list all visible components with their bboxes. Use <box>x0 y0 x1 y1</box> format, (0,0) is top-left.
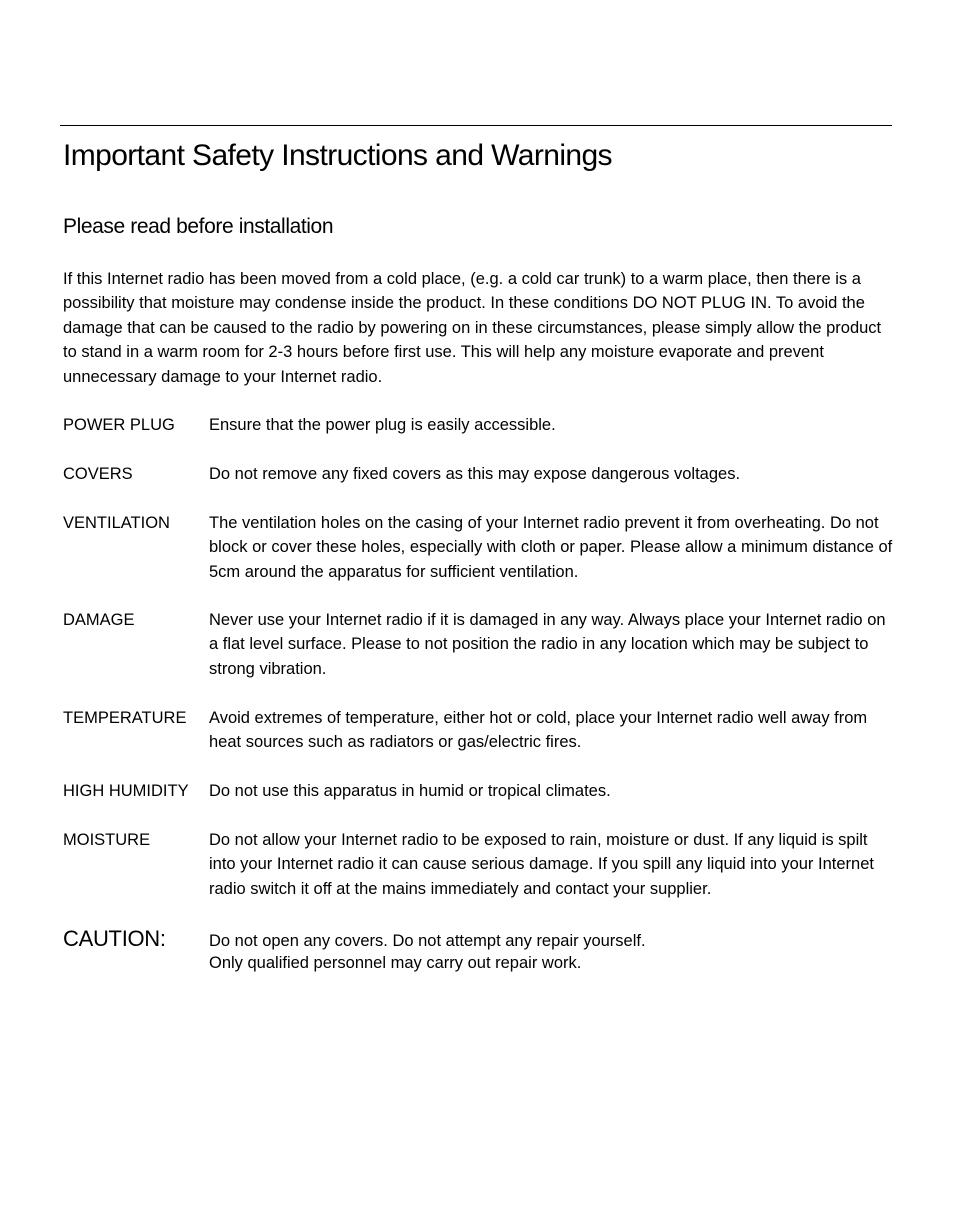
warning-text: Avoid extremes of temperature, either hot or cold, place your Internet radio well away from heat sources such as radiators or gas/electric fires. <box>209 709 868 752</box>
warning-label: POWER PLUG <box>63 416 175 434</box>
warning-label: DAMAGE <box>63 611 135 629</box>
page-title: Important Safety Instructions and Warnings <box>63 139 612 172</box>
caution-text <box>209 930 898 974</box>
header-rule <box>60 125 892 126</box>
warning-text: Do not use this apparatus in humid or tropical climates. <box>209 782 611 800</box>
warning-text: Do not remove any fixed covers as this may expose dangerous voltages. <box>209 465 741 483</box>
warning-label: HIGH HUMIDITY <box>63 782 189 800</box>
warning-text: Do not allow your Internet radio to be exposed to rain, moisture or dust. If any liquid is spilt into your Internet radio it can cause serious damage. If you spill any liquid into your Internet radio switch it off at the mains immediately and contact your supplier. <box>209 831 874 898</box>
caution-line: Only qualified personnel may carry out repair work. <box>209 954 582 972</box>
warning-temperature <box>63 706 898 755</box>
warning-ventilation <box>63 511 898 584</box>
warning-text: The ventilation holes on the casing of your Internet radio prevent it from overheating. Do not block or cover these holes, especially with cloth or paper. Please allow a minimum distance of 5cm around the apparatus for sufficient ventilation. <box>209 514 893 581</box>
caution-block <box>63 926 898 974</box>
caution-line: Do not open any covers. Do not attempt any repair yourself. <box>209 932 646 950</box>
warning-label: MOISTURE <box>63 831 151 849</box>
warning-covers <box>63 462 898 486</box>
warning-text: Never use your Internet radio if it is damaged in any way. Always place your Internet radio on a flat level surface. Please to not position the radio in any location which may be subject to strong vibration. <box>209 611 886 678</box>
warning-label: COVERS <box>63 465 133 483</box>
warning-high-humidity <box>63 779 898 803</box>
warning-label: VENTILATION <box>63 514 170 532</box>
warning-label: TEMPERATURE <box>63 709 187 727</box>
page-subtitle: Please read before installation <box>63 215 334 238</box>
intro-paragraph: If this Internet radio has been moved from a cold place, (e.g. a cold car trunk) to a warm place, then there is a possibility that moisture may condense inside the product. In these conditions DO NOT PLUG IN. To avoid the damage that can be caused to the radio by powering on in these circumstances, please simply allow the product to stand in a warm room for 2-3 hours before first use. This will help any moisture evaporate and prevent unnecessary damage to your Internet radio. <box>63 270 882 386</box>
warning-power-plug <box>63 413 898 437</box>
warning-text: Ensure that the power plug is easily accessible. <box>209 416 556 434</box>
warning-moisture <box>63 828 898 901</box>
caution-label: CAUTION: <box>63 926 166 951</box>
warning-damage <box>63 608 898 681</box>
